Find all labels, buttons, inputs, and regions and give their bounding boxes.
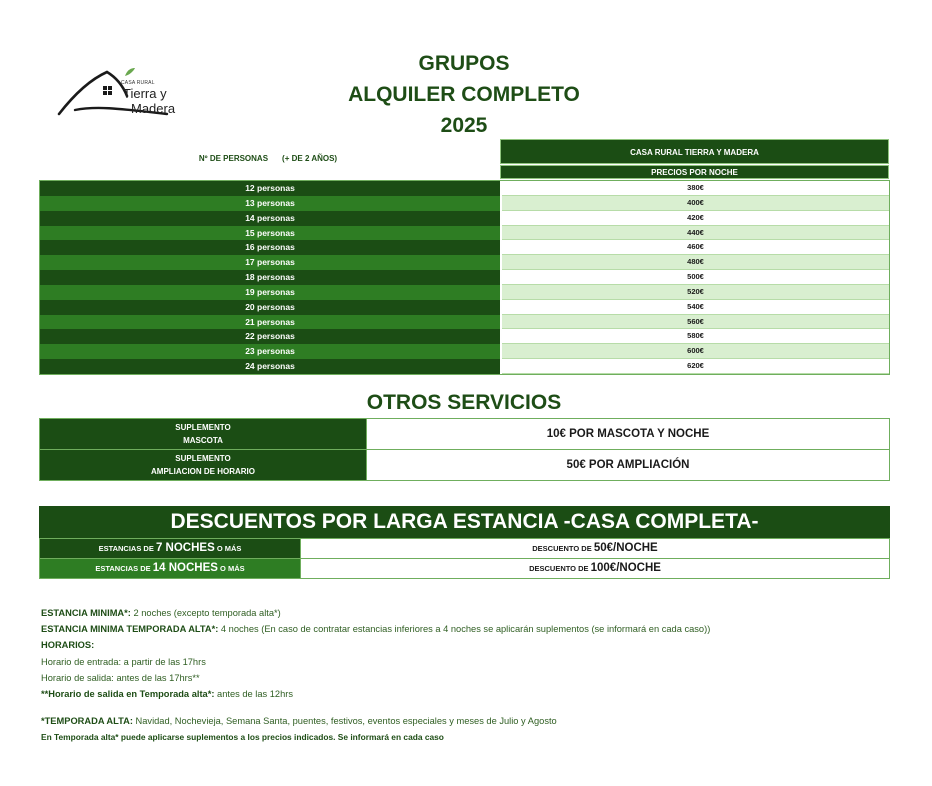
discount-pre: ESTANCIAS DE bbox=[98, 544, 154, 553]
price-cell: 600€ bbox=[502, 344, 889, 359]
discount-amount-pre: DESCUENTO DE bbox=[529, 564, 589, 573]
notes bbox=[41, 605, 710, 746]
logo-line-1: Tierra y bbox=[123, 86, 167, 101]
service-label-line1: SUPLEMENTO bbox=[175, 423, 231, 432]
discount-row-7 bbox=[40, 539, 889, 558]
persons-cell: 24 personas bbox=[40, 359, 502, 374]
note-min-text: 2 noches (excepto temporada alta*) bbox=[133, 608, 281, 618]
house-header: CASA RURAL TIERRA Y MADERA bbox=[500, 139, 889, 164]
service-label bbox=[40, 450, 366, 480]
persons-cell: 23 personas bbox=[40, 344, 502, 359]
table-row bbox=[40, 240, 889, 255]
note-min-stay bbox=[41, 605, 710, 621]
persons-cell: 22 personas bbox=[40, 329, 502, 344]
discount-pre: ESTANCIAS DE bbox=[95, 564, 151, 573]
service-label-line2: AMPLIACION DE HORARIO bbox=[151, 467, 255, 476]
table-row bbox=[40, 181, 889, 196]
service-row-schedule bbox=[40, 449, 889, 480]
persons-cell: 19 personas bbox=[40, 285, 502, 300]
price-cell: 420€ bbox=[502, 211, 889, 226]
price-header: PRECIOS POR NOCHE bbox=[500, 165, 889, 179]
note-min-stay-high bbox=[41, 621, 710, 637]
discounts-table bbox=[39, 538, 890, 579]
table-row bbox=[40, 285, 889, 300]
note-checkout: Horario de salida: antes de las 17hrs** bbox=[41, 672, 200, 683]
service-value: 50€ POR AMPLIACIÓN bbox=[366, 450, 889, 480]
discount-amount-pre: DESCUENTO DE bbox=[532, 544, 592, 553]
discount-condition bbox=[40, 559, 300, 578]
table-row bbox=[40, 211, 889, 226]
note-checkin: Horario de entrada: a partir de las 17hrs bbox=[41, 656, 206, 667]
table-row bbox=[40, 255, 889, 270]
persons-cell: 16 personas bbox=[40, 240, 502, 255]
title-alquiler: ALQUILER COMPLETO bbox=[348, 83, 580, 106]
discount-amount-value: 100€/NOCHE bbox=[590, 562, 661, 574]
persons-label: Nº DE PERSONAS bbox=[198, 154, 269, 163]
note-min-label: ESTANCIA MINIMA*: bbox=[41, 608, 131, 618]
persons-cell: 20 personas bbox=[40, 300, 502, 315]
note-salida-alta-text: antes de las 12hrs bbox=[217, 689, 294, 700]
price-cell: 480€ bbox=[502, 255, 889, 270]
spacer bbox=[41, 702, 710, 713]
services-table bbox=[39, 418, 890, 481]
table-row bbox=[40, 196, 889, 211]
price-cell: 440€ bbox=[502, 226, 889, 241]
persons-note: (+ DE 2 AÑOS) bbox=[282, 154, 338, 163]
title-year: 2025 bbox=[440, 114, 488, 137]
price-cell: 620€ bbox=[502, 359, 889, 374]
table-row bbox=[40, 300, 889, 315]
table-row bbox=[40, 344, 889, 359]
table-row bbox=[40, 270, 889, 285]
logo bbox=[55, 66, 185, 122]
persons-cell: 17 personas bbox=[40, 255, 502, 270]
note-temporada-text: Navidad, Nochevieja, Semana Santa, puentes, festivos, eventos especiales y meses de Julio y Agosto bbox=[135, 716, 557, 727]
service-label bbox=[40, 419, 366, 449]
discount-amount-value: 50€/NOCHE bbox=[593, 542, 658, 554]
discount-nights: 7 NOCHES bbox=[155, 542, 215, 554]
service-row-pet bbox=[40, 419, 889, 449]
note-temporada-label: *TEMPORADA ALTA: bbox=[41, 716, 133, 727]
table-row bbox=[40, 226, 889, 241]
note-schedules bbox=[41, 637, 710, 653]
price-cell: 400€ bbox=[502, 196, 889, 211]
price-table bbox=[39, 180, 890, 375]
discount-amount bbox=[300, 539, 889, 558]
discount-condition bbox=[40, 539, 300, 558]
persons-cell: 12 personas bbox=[40, 181, 502, 196]
note-checkout-high bbox=[41, 686, 710, 702]
persons-cell: 14 personas bbox=[40, 211, 502, 226]
note-salida-alta-label: **Horario de salida en Temporada alta*: bbox=[41, 689, 215, 700]
price-cell: 520€ bbox=[502, 285, 889, 300]
discount-row-14 bbox=[40, 558, 889, 578]
persons-cell: 21 personas bbox=[40, 315, 502, 330]
note-high-season bbox=[41, 713, 710, 729]
discounts-title: DESCUENTOS POR LARGA ESTANCIA -CASA COMPLETA- bbox=[39, 506, 890, 538]
discount-post: O MÁS bbox=[220, 564, 245, 573]
service-value: 10€ POR MASCOTA Y NOCHE bbox=[366, 419, 889, 449]
discount-amount bbox=[300, 559, 889, 578]
persons-cell: 15 personas bbox=[40, 226, 502, 241]
price-cell: 500€ bbox=[502, 270, 889, 285]
table-row bbox=[40, 329, 889, 344]
service-label-line1: SUPLEMENTO bbox=[175, 454, 231, 463]
otros-servicios-title: OTROS SERVICIOS bbox=[366, 391, 562, 414]
note-horarios-label: HORARIOS: bbox=[41, 640, 95, 651]
price-cell: 540€ bbox=[502, 300, 889, 315]
service-label-line2: MASCOTA bbox=[183, 436, 223, 445]
price-cell: 380€ bbox=[502, 181, 889, 196]
note-min-alta-label: ESTANCIA MINIMA TEMPORADA ALTA*: bbox=[41, 624, 219, 635]
price-cell: 560€ bbox=[502, 315, 889, 330]
note-final: En Temporada alta* puede aplicarse suplementos a los precios indicados. Se informará en cada caso bbox=[41, 732, 444, 743]
logo-small-text: CASA RURAL bbox=[121, 80, 155, 86]
table-row bbox=[40, 359, 889, 374]
table-row bbox=[40, 315, 889, 330]
discount-nights: 14 NOCHES bbox=[152, 562, 218, 574]
persons-cell: 13 personas bbox=[40, 196, 502, 211]
persons-cell: 18 personas bbox=[40, 270, 502, 285]
price-cell: 580€ bbox=[502, 329, 889, 344]
title-grupos: GRUPOS bbox=[418, 52, 510, 75]
price-cell: 460€ bbox=[502, 240, 889, 255]
discount-post: O MÁS bbox=[216, 544, 242, 553]
persons-header bbox=[40, 147, 496, 171]
note-min-alta-text: 4 noches (En caso de contratar estancias inferiores a 4 noches se aplicarán suplementos (se informará en cada caso)) bbox=[220, 624, 711, 635]
logo-line-2: Madera bbox=[131, 101, 176, 116]
